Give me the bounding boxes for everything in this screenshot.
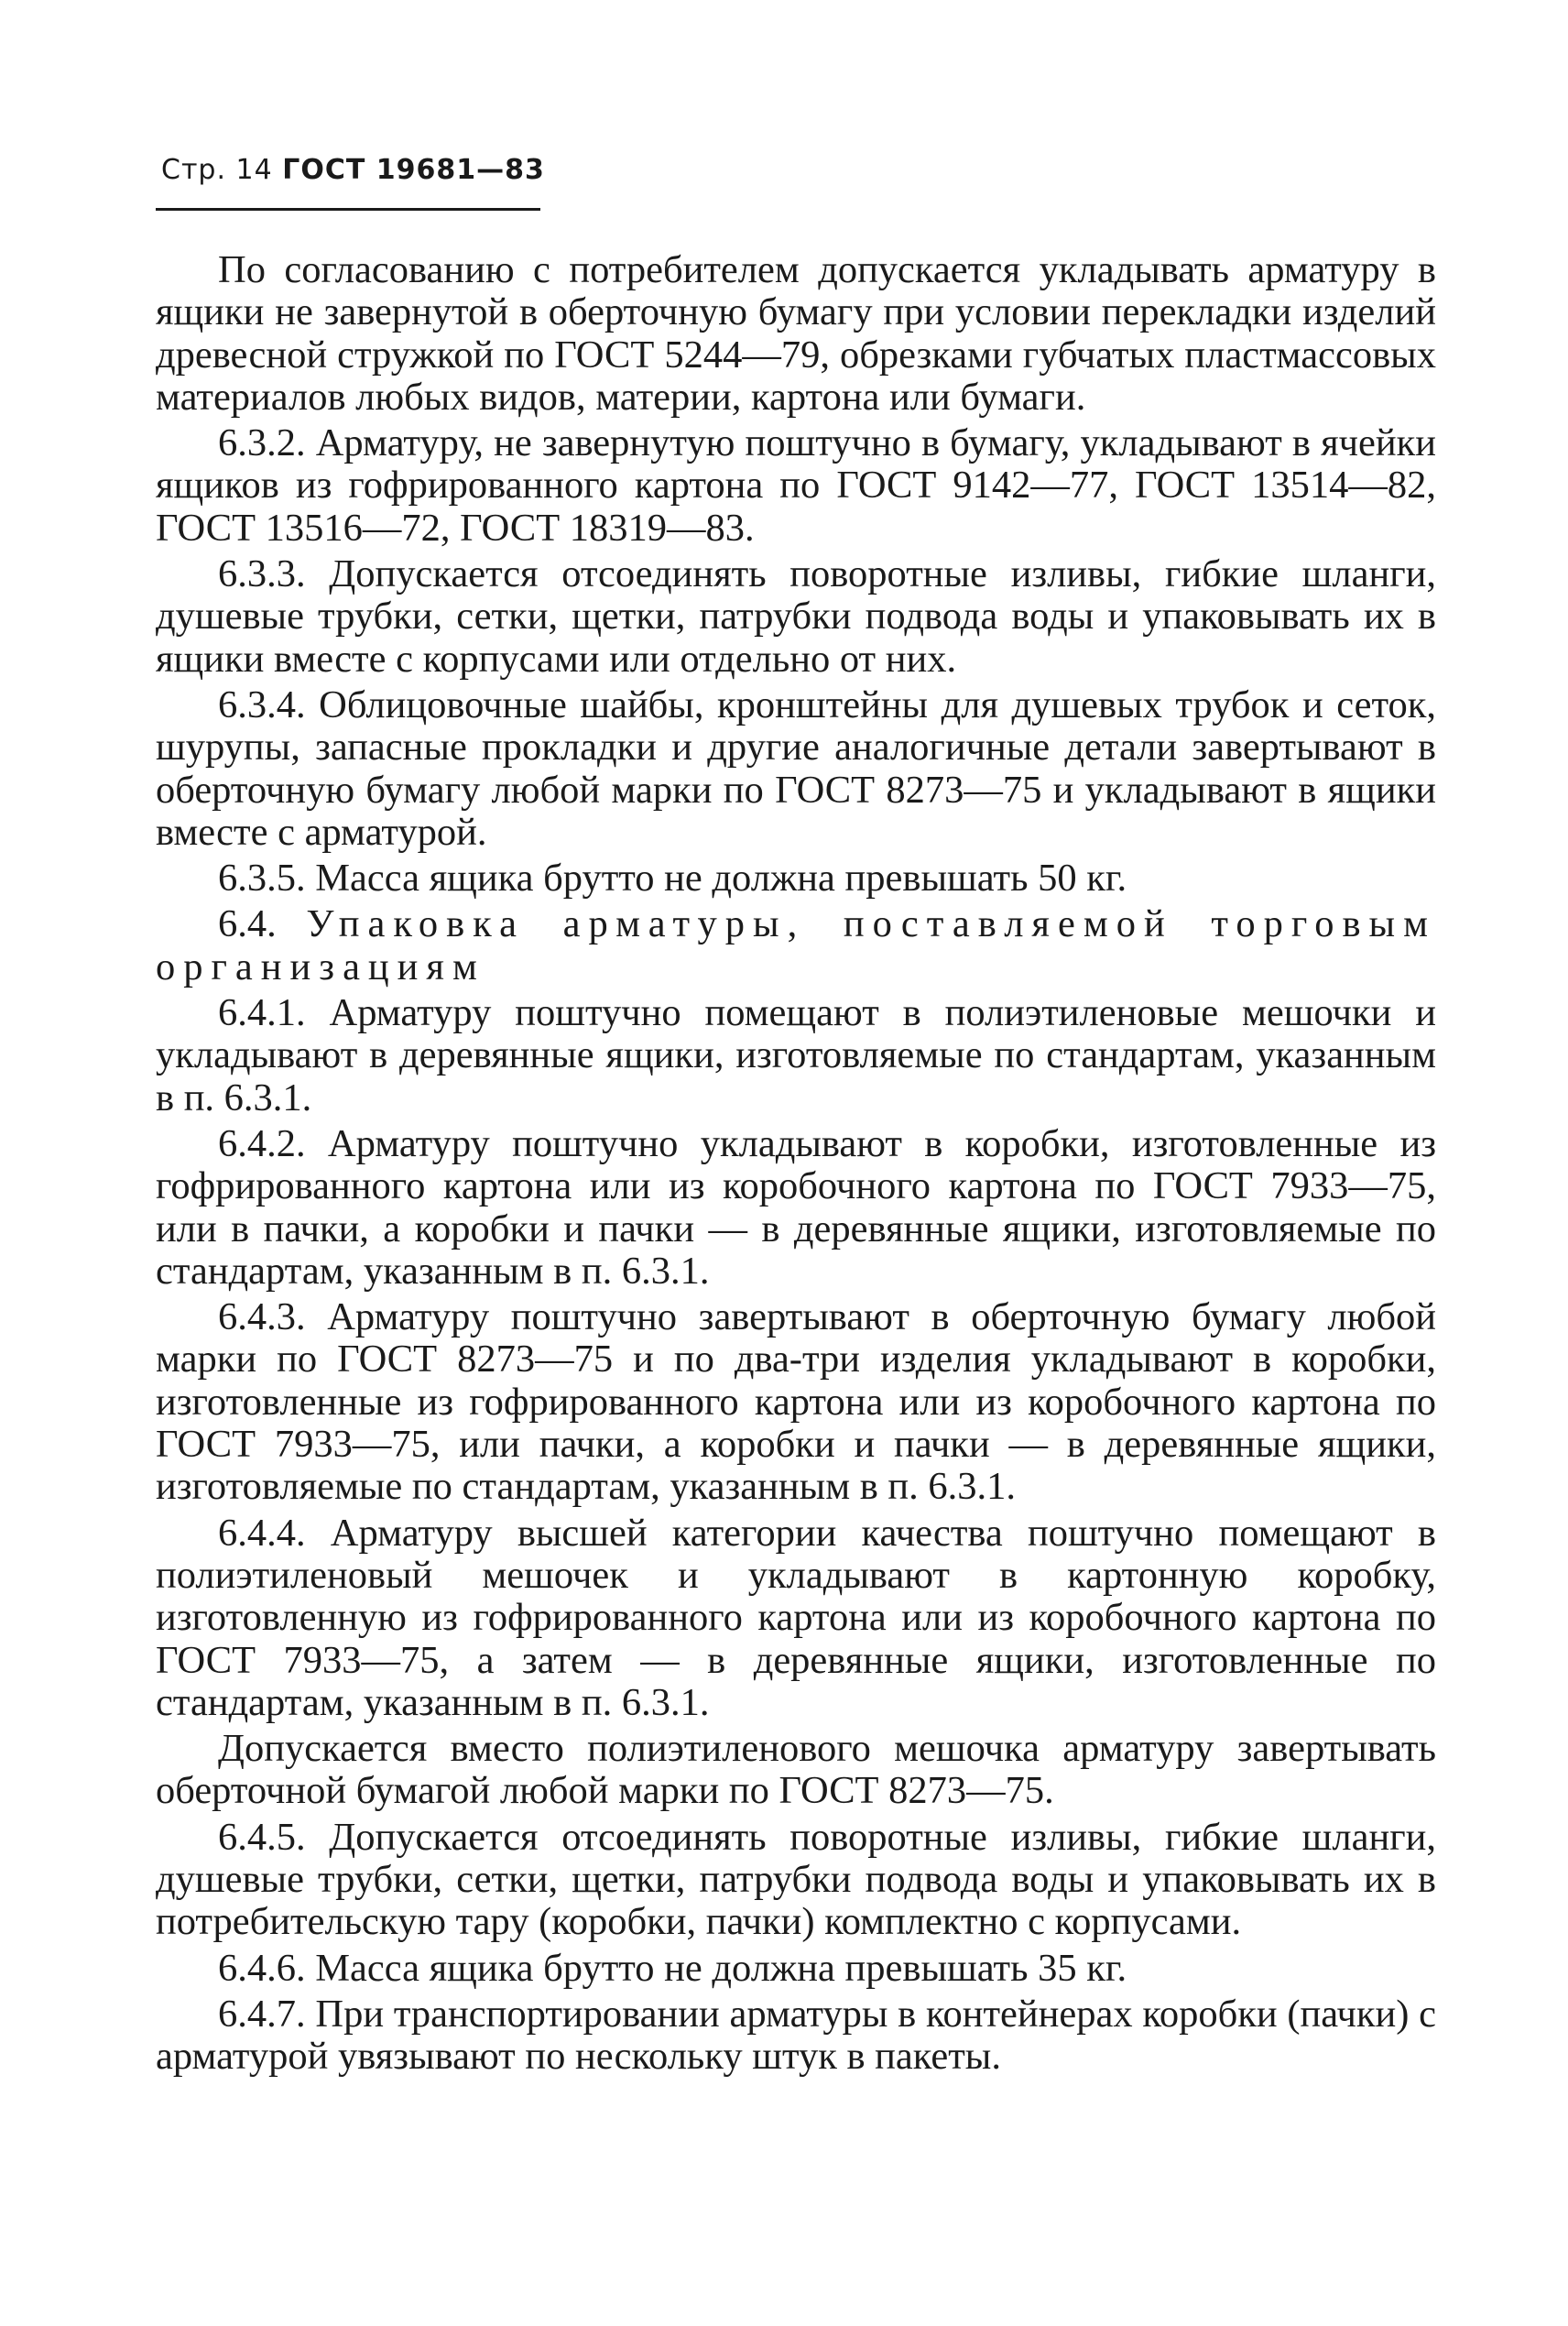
paragraph-6-4-6: 6.4.6. Масса ящика брутто не должна превышать 35 кг. xyxy=(218,1946,1127,1990)
paragraph-consent: По согласованию с потребителем допускается укладывать арматуру в ящики не завернутой в оберточную бумагу при условии перекладки изделий древесной стружкой по ГОСТ 5244—79, обрезками губчатых пластмассовых материалов любых видов, материи, картона или бумаги. xyxy=(156,248,1436,419)
paragraph-6-4-3: 6.4.3. Арматуру поштучно завертывают в оберточную бумагу любой марки по ГОСТ 8273—75 и по два-три изделия укладывают в коробки, изготовленные из гофрированного картона или из коробочного картона по ГОСТ 7933—75, или пачки, а коробки и пачки — в деревянные ящики, изготовляемые по стандартам, указанным в п. 6.3.1. xyxy=(156,1295,1436,1509)
document-body xyxy=(156,249,1436,2081)
standard-designation: ГОСТ 19681—83 xyxy=(282,154,545,186)
paragraph-6-3-4: 6.3.4. Облицовочные шайбы, кронштейны для душевых трубок и сеток, шурупы, запасные прокладки и другие аналогичные детали завертывают в оберточную бумагу любой марки по ГОСТ 8273—75 и укладывают в ящики вместе с арматурой. xyxy=(156,683,1436,854)
section-number: 6.4. xyxy=(218,902,277,946)
paragraph-6-3-3: 6.3.3. Допускается отсоединять поворотные изливы, гибкие шланги, душевые трубки, сетки, щетки, патрубки подвода воды и упаковывать их в ящики вместе с корпусами или отдельно от них. xyxy=(156,552,1436,681)
paragraph-6-4-5: 6.4.5. Допускается отсоединять поворотные изливы, гибкие шланги, душевые трубки, сетки, щетки, патрубки подвода воды и упаковывать их в потребительскую тару (коробки, пачки) комплектно с корпусами. xyxy=(156,1815,1436,1944)
section-title: Упаковка арматуры, поставляемой торговым организациям xyxy=(156,902,1436,988)
paragraph-6-4-4-note: Допускается вместо полиэтиленового мешочка арматуру завертывать оберточной бумагой любой марки по ГОСТ 8273—75. xyxy=(156,1727,1436,1813)
paragraph-6-4-4: 6.4.4. Арматуру высшей категории качества поштучно помещают в полиэтиленовый мешочек и укладывают в картонную коробку, изготовленную из гофрированного картона или из коробочного картона по ГОСТ 7933—75, а затем — в деревянные ящики, изготовленные по стандартам, указанным в п. 6.3.1. xyxy=(156,1511,1436,1724)
page-header xyxy=(161,154,545,186)
paragraph-6-4-7: 6.4.7. При транспортировании арматуры в контейнерах коробки (пачки) с арматурой увязывают по нескольку штук в пакеты. xyxy=(156,1992,1436,2079)
section-heading-6-4 xyxy=(156,903,1436,988)
page-number-label: Стр. 14 xyxy=(161,154,273,186)
paragraph-6-4-1: 6.4.1. Арматуру поштучно помещают в полиэтиленовые мешочки и укладывают в деревянные ящики, изготовляемые по стандартам, указанным в п. 6.3.1. xyxy=(156,991,1436,1119)
paragraph-6-3-2: 6.3.2. Арматуру, не завернутую поштучно в бумагу, укладывают в ячейки ящиков из гофрированного картона по ГОСТ 9142—77, ГОСТ 13514—82, ГОСТ 13516—72, ГОСТ 18319—83. xyxy=(156,421,1436,550)
header-divider xyxy=(156,208,540,211)
paragraph-6-3-5: 6.3.5. Масса ящика брутто не должна превышать 50 кг. xyxy=(218,857,1127,901)
paragraph-6-4-2: 6.4.2. Арматуру поштучно укладывают в коробки, изготовленные из гофрированного картона или из коробочного картона по ГОСТ 7933—75, или в пачки, а коробки и пачки — в деревянные ящики, изготовляемые по стандартам, указанным в п. 6.3.1. xyxy=(156,1121,1436,1293)
